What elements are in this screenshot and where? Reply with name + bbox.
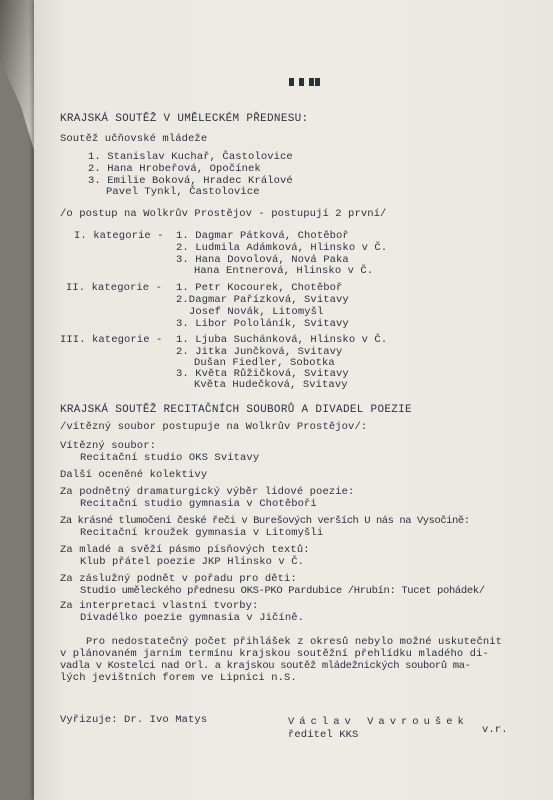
closing-line: lých jevištních forem ve Lipnici n.S. — [60, 672, 297, 684]
list-item: 3. Květa Růžičková, Svitavy — [176, 368, 349, 380]
page-curl-shadow — [0, 0, 34, 150]
list-item: 2. Jitka Junčková, Svitavy — [176, 346, 343, 358]
closing-line: vadla v Kostelci nad Orl. a krajskou soutěž mládežnických souborů ma- — [60, 660, 471, 672]
heading-art-recital: KRAJSKÁ SOUTĚŽ V UMĚLECKÉM PŘEDNESU: — [60, 113, 309, 125]
list-item: 3. Emilie Boková, Hradec Králové — [88, 175, 293, 187]
closing-line: v plánovaném jarním termínu krajskou soutěžní přehlídku mladého di- — [60, 648, 489, 660]
award-reason: Za krásné tlumočení české řeči v Burešových verších U nás na Vysočině: — [60, 515, 470, 527]
list-item: 1. Ljuba Suchánková, Hlinsko v Č. — [176, 334, 388, 346]
list-item: 1. Stanislav Kuchař, Častolovice — [88, 151, 293, 163]
category-label: III. kategorie - — [60, 334, 163, 346]
heading-recital-ensembles: KRAJSKÁ SOUTĚŽ RECITAČNÍCH SOUBORŮ A DIVADEL POEZIE — [60, 404, 412, 416]
list-item: 1. Dagmar Pátková, Chotěboř — [176, 230, 349, 242]
list-item: Květa Hudečková, Svitavy — [194, 379, 348, 391]
list-item: 2. Ludmila Adámková, Hlinsko v Č. — [176, 242, 388, 254]
handled-by: Vyřizuje: Dr. Ivo Matys — [60, 714, 208, 726]
award-reason: Za záslužný podnět v pořadu pro děti: — [60, 573, 297, 585]
ensemble-note: /vítězný soubor postupuje na Wolkrův Prostějov/: — [60, 421, 368, 433]
list-item: 2.Dagmar Pařízková, Svitavy — [176, 294, 349, 306]
signature-title: ředitel KKS — [288, 729, 359, 741]
category-label: I. kategorie - — [74, 230, 164, 242]
closing-line: Pro nedostatečný počet přihlášek z okresů nebylo možné uskutečnit — [86, 636, 503, 648]
list-item: 1. Petr Kocourek, Chotěboř — [176, 282, 343, 294]
list-item: 3. Libor Pololáník, Svitavy — [176, 318, 349, 330]
section-apprentice: Soutěž učňovské mládeže — [60, 133, 208, 145]
list-item: 2. Hana Hrobeřová, Opočínek — [88, 163, 261, 175]
award-reason: Za interpretaci vlastní tvorby: — [60, 600, 259, 612]
list-item: 3. Hana Dovolová, Nová Paka — [176, 254, 349, 266]
typewritten-page — [34, 0, 553, 800]
winner-value: Recitační studio OKS Svitavy — [80, 452, 260, 464]
award-group: Klub přátel poezie JKP Hlinsko v Č. — [80, 556, 305, 568]
page-marker-glyphs — [289, 78, 341, 88]
other-label: Další oceněné kolektivy — [60, 469, 208, 481]
list-item: Dušan Fiedler, Sobotka — [194, 357, 335, 369]
signature-name: Václav Vavroušek — [288, 716, 469, 728]
list-item: Pavel Tynkl, Častolovice — [106, 186, 260, 198]
award-group: Divadélko poezie gymnasia v Jičíně. — [80, 612, 305, 624]
award-group: Studio uměleckého přednesu OKS-PKO Pardubice /Hrubín: Tucet pohádek/ — [80, 585, 485, 597]
signature-vr: v.r. — [482, 724, 508, 736]
winner-label: Vítězný soubor: — [60, 440, 157, 452]
award-reason: Za podnětný dramaturgický výběr lidové poezie: — [60, 486, 355, 498]
award-group: Recitační studio gymnasia v Chotěboři — [80, 498, 317, 510]
list-item: Hana Entnerová, Hlinsko v Č. — [194, 265, 374, 277]
wolker-note: /o postup na Wolkrův Prostějov - postupují 2 první/ — [60, 208, 387, 220]
award-reason: Za mladé a svěží pásmo písňových textů: — [60, 544, 310, 556]
award-group: Recitační kroužek gymnasia v Litomyšli — [80, 527, 324, 539]
category-label: II. kategorie - — [66, 282, 163, 294]
list-item: Josef Novák, Litomyšl — [189, 306, 324, 318]
